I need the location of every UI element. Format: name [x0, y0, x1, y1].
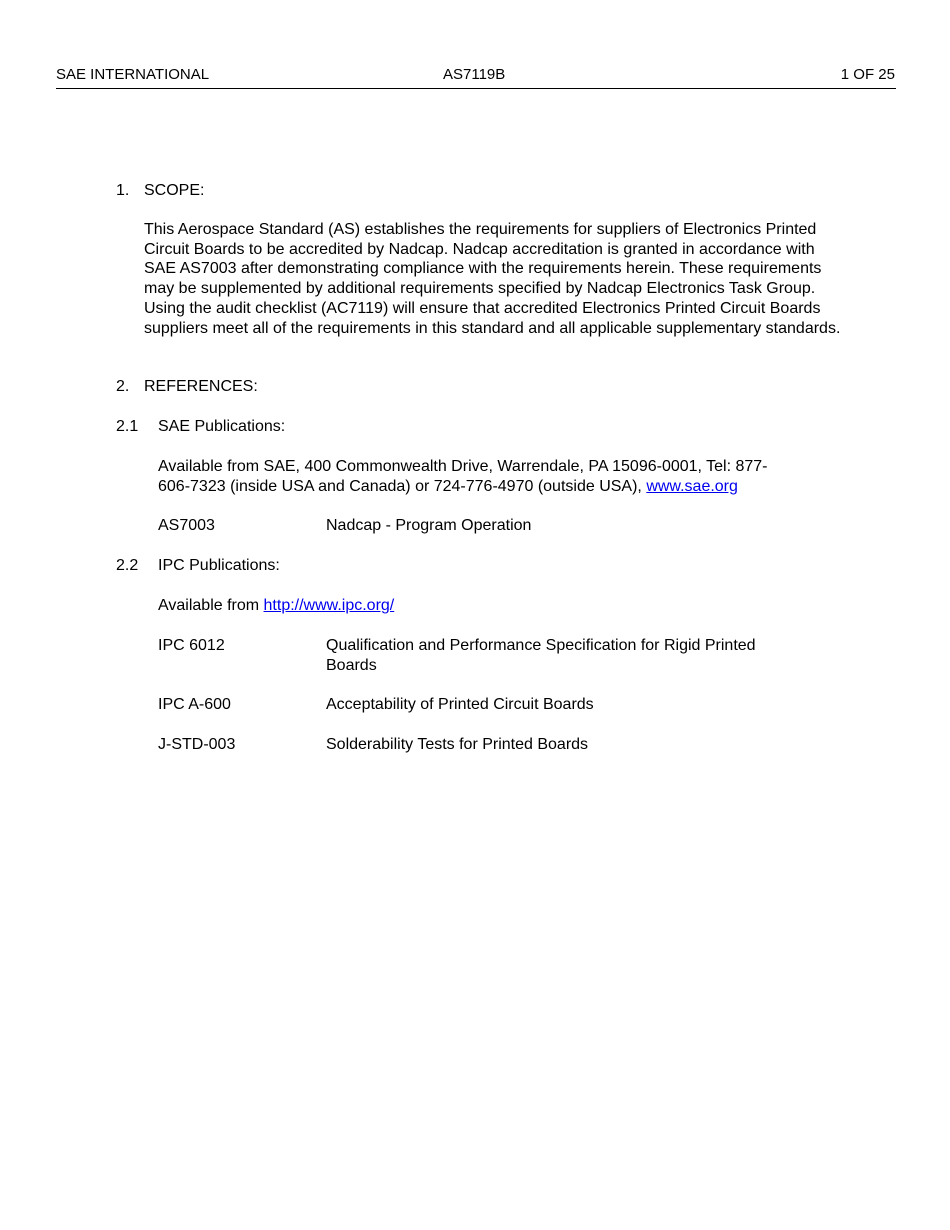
- header-page-number: 1 OF 25: [840, 66, 895, 83]
- section-2-2-number: 2.2: [116, 557, 139, 574]
- section-2-2-availability: [158, 596, 848, 616]
- section-2-1-number: 2.1: [116, 418, 139, 435]
- section-2-1-title: SAE Publications:: [158, 418, 286, 435]
- availability-line-2: [158, 477, 848, 497]
- section-2-number: 2.: [116, 378, 130, 395]
- header-organization: SAE INTERNATIONAL: [56, 66, 210, 83]
- ref-title-j-std-003: Solderability Tests for Printed Boards: [326, 736, 589, 753]
- page-header: [56, 66, 896, 89]
- section-1-title: SCOPE:: [144, 182, 205, 199]
- section-2-1-availability: [158, 457, 848, 496]
- ref-code-as7003: AS7003: [158, 517, 215, 534]
- availability-line-1: Available from SAE, 400 Commonwealth Drive, Warrendale, PA 15096-0001, Tel: 877-: [158, 458, 768, 475]
- section-1-number: 1.: [116, 182, 130, 199]
- section-2-title: REFERENCES:: [144, 378, 258, 395]
- header-document-number: AS7119B: [443, 66, 506, 83]
- ipc-availability-text: Available from: [158, 597, 264, 614]
- section-1-body: This Aerospace Standard (AS) establishes the requirements for suppliers of Electronics Printed Circuit Boards to be accredited by Nadcap. Nadcap accreditation is granted in accordance with SAE AS7003 after demonstrating compliance with the requirements herein. These requirements may be supplemented by additional requirements specified by Nadcap Electronics Task Group. Using the audit checklist (AC7119) will ensure that accredited Electronics Printed Circuit Boards suppliers meet all of the requirements in this standard and all applicable supplementary standards.: [144, 221, 841, 337]
- availability-line-2-text: 606-7323 (inside USA and Canada) or 724-776-4970 (outside USA),: [158, 477, 647, 495]
- ref-code-ipc-a-600: IPC A-600: [158, 696, 231, 713]
- ref-title-ipc-a-600: Acceptability of Printed Circuit Boards: [326, 696, 594, 713]
- ref-title-as7003: Nadcap - Program Operation: [326, 517, 532, 534]
- ref-title-ipc-6012: Qualification and Performance Specification for Rigid Printed Boards: [326, 637, 756, 674]
- section-2-2-title: IPC Publications:: [158, 557, 280, 574]
- ref-code-j-std-003: J-STD-003: [158, 736, 236, 753]
- sae-website-link[interactable]: www.sae.org: [646, 477, 738, 495]
- ipc-website-link[interactable]: http://www.ipc.org/: [263, 597, 395, 614]
- ref-code-ipc-6012: IPC 6012: [158, 637, 225, 654]
